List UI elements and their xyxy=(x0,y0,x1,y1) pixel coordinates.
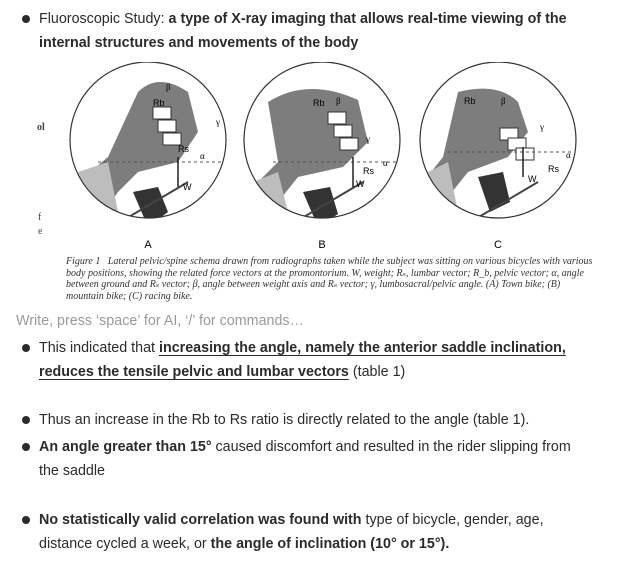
alpha-label: α xyxy=(200,151,205,161)
term-label: Fluoroscopic Study: xyxy=(39,11,169,27)
rs-label: Rs xyxy=(363,166,374,176)
bullet-bold: An angle greater than 15° xyxy=(39,439,212,455)
figure-caption xyxy=(66,256,596,302)
bullet-prefix: This indicated that xyxy=(39,340,160,356)
margin-glyph: e xyxy=(38,226,43,237)
gamma-label: γ xyxy=(540,122,544,132)
caption-label: Figure 1 xyxy=(66,256,101,267)
editor-placeholder[interactable]: Write, press ‘space’ for AI, ‘/’ for commands… xyxy=(16,313,304,329)
bullet-suffix: (table 1) xyxy=(348,364,406,380)
bullet-rest: caused discomfort and resulted in the rider slipping from the saddle xyxy=(39,439,571,479)
w-label: W xyxy=(528,174,537,184)
rb-label: Rb xyxy=(313,98,325,108)
gamma-label: γ xyxy=(366,134,370,144)
bullet-underlined: increasing the angle, namely the anterior saddle inclination, reduces the tensile pelvic and lumbar vectors xyxy=(39,340,566,380)
rs-label: Rs xyxy=(178,144,189,154)
rb-label: Rb xyxy=(153,98,165,108)
bullet-point xyxy=(22,516,30,524)
bullet-no-correlation[interactable] xyxy=(39,508,579,556)
rb-label: Rb xyxy=(464,96,476,106)
bullet-indication[interactable] xyxy=(39,336,599,384)
bullet-bold: the angle of inclination (10° or 15°) xyxy=(210,536,446,552)
bullet-angle-discomfort[interactable] xyxy=(39,435,579,483)
alpha-label: α xyxy=(566,150,571,160)
panel-b-schema xyxy=(243,62,400,247)
bullet-point xyxy=(22,344,30,352)
bullet-point xyxy=(22,15,30,23)
gamma-label: γ xyxy=(216,117,220,127)
bullet-point xyxy=(22,416,30,424)
rs-label: Rs xyxy=(548,164,559,174)
bullet-point xyxy=(22,443,30,451)
margin-glyph: ol xyxy=(37,122,45,133)
term-definition: a type of X-ray imaging that allows real-time viewing of the internal structures and movements of the body xyxy=(39,11,567,51)
panel-c-schema xyxy=(420,62,576,247)
alpha-label: α xyxy=(383,158,388,168)
panel-c-label: C xyxy=(494,239,502,250)
beta-label: β xyxy=(166,82,171,92)
w-label: W xyxy=(183,182,192,192)
bullet-mid: type of bicycle, gender, age, distance cycled a week, or xyxy=(39,512,544,552)
bullet-end: . xyxy=(445,536,450,552)
w-label: W xyxy=(356,179,365,189)
panel-b-label: B xyxy=(318,239,326,250)
caption-text: Lateral pelvic/spine schema drawn from radiographs taken while the subject was sitting on various bicycles with various body positions, showing the related force vectors at the promontorium. W, weight; Rₛ, lumbar vector; R_b, pelvic vector; α, angle between ground and Rₛ vector; β, angle between weight axis and Rₛ vector; γ, lumbosacral/pelvic angle. (A) Town bike; (B) mountain bike; (C) racing bike. xyxy=(66,256,593,302)
bullet-bold: No statistically valid correlation was found with xyxy=(39,512,362,528)
bullet-rb-rs-ratio[interactable]: Thus an increase in the Rb to Rs ratio is directly related to the angle (table 1). xyxy=(39,412,530,428)
beta-label: β xyxy=(336,96,341,106)
margin-glyph: f xyxy=(38,212,42,223)
beta-label: β xyxy=(501,96,506,106)
panel-a-label: A xyxy=(144,239,152,250)
pelvic-spine-figure xyxy=(38,62,598,250)
bullet-fluoroscopic-study[interactable] xyxy=(39,7,599,55)
